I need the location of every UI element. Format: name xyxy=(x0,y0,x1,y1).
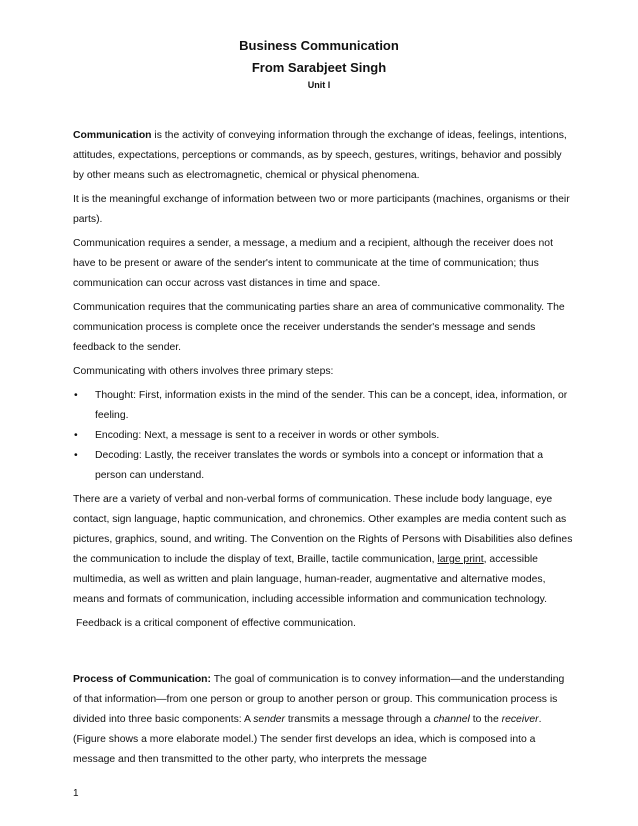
term-receiver: receiver xyxy=(501,714,539,725)
term-communication: Communication xyxy=(73,130,152,141)
document-unit: Unit I xyxy=(307,80,331,90)
paragraph-requirements: Communication requires a sender, a message, a medium and a recipient, although the receiver does not have to be present or aware of the sender's intent to communicate at the time of communication; thus communication can occur across vast distances in time and space. xyxy=(73,238,553,289)
list-item xyxy=(73,446,573,486)
step-text: Encoding: Next, a message is sent to a receiver in words or other symbols. xyxy=(95,430,440,441)
document-body xyxy=(73,126,573,774)
process-text-d: . (Figure shows a more elaborate model.) The sender first develops an idea, which is composed into a message and then transmitted to the other party, who interprets the message xyxy=(73,714,542,765)
list-item xyxy=(73,426,573,446)
paragraph-meaningful-exchange: It is the meaningful exchange of information between two or more participants (machines, organisms or their parts). xyxy=(73,194,570,225)
paragraph-forms xyxy=(73,490,573,610)
process-heading: Process of Communication: xyxy=(73,674,211,685)
page-number: 1 xyxy=(73,788,79,799)
bullet-icon: • xyxy=(74,390,78,401)
forms-text-a: There are a variety of verbal and non-verbal forms of communication. These include body language, eye contact, sign language, haptic communication, and chronemics. Other examples are media content such as pictures, graphics, sound, and writing. The Convention on the Rights of Persons with Disabilities also defines the communication to include the display of text, Braille, tactile communication, xyxy=(73,494,573,565)
paragraph-feedback: Feedback is a critical component of effective communication. xyxy=(76,618,356,629)
process-text-a: The goal of communication is to convey information—and the understanding of that information—from one person or group to another person or group. This communication process is divided into three basic components: A xyxy=(73,674,565,725)
list-item xyxy=(73,386,573,426)
step-text: Decoding: Lastly, the receiver translates the words or symbols into a concept or information that a person can understand. xyxy=(95,450,543,481)
forms-text-b: , accessible multimedia, as well as written and plain language, human-reader, augmentative and alternative modes, means and formats of communication, including accessible information and communication technology. xyxy=(73,554,547,605)
term-channel: channel xyxy=(433,714,470,725)
process-text-c: to the xyxy=(469,714,502,725)
term-sender: sender xyxy=(253,714,285,725)
bullet-icon: • xyxy=(74,450,78,461)
definition-text: is the activity of conveying information through the exchange of ideas, feelings, intentions, attitudes, expectations, perceptions or commands, as by speech, gestures, writings, behavior and possibly by other means such as electromagnetic, chemical or physical phenomena. xyxy=(73,130,567,181)
document-author: From Sarabjeet Singh xyxy=(251,60,387,75)
section-spacer xyxy=(73,638,573,670)
process-text-b: transmits a message through a xyxy=(285,714,434,725)
bullet-icon: • xyxy=(74,430,78,441)
step-text: Thought: First, information exists in the mind of the sender. This can be a concept, idea, information, or feeling. xyxy=(95,390,568,421)
paragraph-steps-intro: Communicating with others involves three primary steps: xyxy=(73,366,334,377)
steps-list xyxy=(73,386,573,486)
paragraph-commonality: Communication requires that the communicating parties share an area of communicative commonality. The communication process is complete once the receiver understands the sender's message and sends feedback to the sender. xyxy=(73,302,565,353)
document-title: Business Communication xyxy=(239,38,399,53)
paragraph-process xyxy=(73,670,573,770)
paragraph-definition xyxy=(73,126,573,186)
large-print-link[interactable]: large print xyxy=(437,554,484,565)
